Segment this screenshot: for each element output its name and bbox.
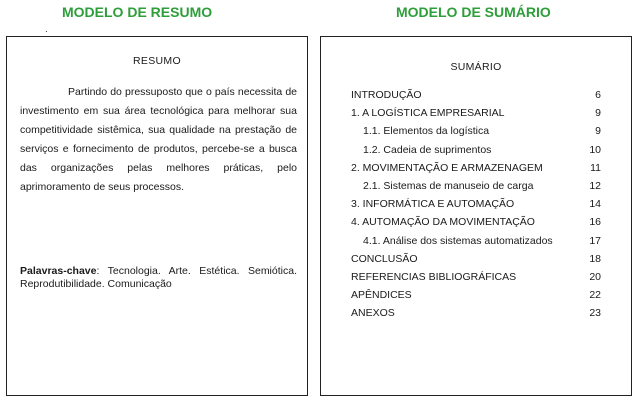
toc-entry-page-number: 9 bbox=[595, 125, 601, 138]
toc-entry bbox=[321, 89, 631, 107]
toc-entry-label: 2. MOVIMENTAÇÃO E ARMAZENAGEM bbox=[351, 161, 543, 174]
toc-entry-page-number: 6 bbox=[595, 89, 601, 101]
toc-entry-label: 1. A LOGÍSTICA EMPRESARIAL bbox=[351, 107, 505, 120]
toc-entry-page-number: 16 bbox=[589, 216, 601, 229]
resumo-model-heading: MODELO DE RESUMO bbox=[62, 4, 213, 20]
toc-entry bbox=[321, 271, 631, 289]
toc-entry-label: ANEXOS bbox=[351, 307, 395, 320]
toc-entry-label: 2.1. Sistemas de manuseio de carga bbox=[363, 179, 534, 192]
toc-entry-page-number: 18 bbox=[589, 252, 601, 265]
toc-entry bbox=[321, 289, 631, 307]
toc-entry-label: REFERENCIAS BIBLIOGRÁFICAS bbox=[351, 270, 517, 283]
resumo-body: Partindo do pressuposto que o país necessita de investimento em sua área tecnológica para melhorar sua competitividade sistêmica, sua qualidade na prestação de serviços e fornecimento de produtos, percebe-se a busca das organizações pelas melhores práticas, pelo aprimoramento de seus processos. bbox=[20, 86, 297, 193]
table-of-contents bbox=[321, 89, 631, 325]
toc-entry-label: CONCLUSÃO bbox=[351, 252, 418, 265]
toc-entry-page-number: 14 bbox=[589, 198, 601, 211]
sumario-title: SUMÁRIO bbox=[450, 61, 502, 73]
toc-entry-page-number: 20 bbox=[589, 270, 601, 283]
toc-entry bbox=[321, 198, 631, 216]
toc-entry-label: 4.1. Análise dos sistemas automatizados bbox=[363, 234, 553, 247]
toc-entry-label: 4. AUTOMAÇÃO DA MOVIMENTAÇÃO bbox=[351, 216, 535, 229]
toc-entry-label: INTRODUÇÃO bbox=[351, 89, 422, 101]
toc-entry-label: APÊNDICES bbox=[351, 289, 412, 302]
toc-entry bbox=[321, 180, 631, 198]
toc-entry-page-number: 22 bbox=[589, 289, 601, 302]
resumo-page bbox=[6, 36, 308, 396]
toc-entry bbox=[321, 125, 631, 143]
toc-entry bbox=[321, 253, 631, 271]
toc-entry-label: 1.2. Cadeia de suprimentos bbox=[363, 143, 492, 156]
keywords-label: Palavras-chave bbox=[20, 265, 97, 277]
toc-entry bbox=[321, 307, 631, 325]
toc-entry bbox=[321, 216, 631, 234]
sumario-page bbox=[320, 36, 632, 396]
stray-mark: . bbox=[45, 24, 48, 35]
keywords-text: : Tecnologia. Arte. Estética. Semiótica. Reprodutibilidade. Comunicação bbox=[20, 265, 297, 290]
toc-entry-page-number: 10 bbox=[589, 143, 601, 156]
resumo-title: RESUMO bbox=[133, 55, 181, 67]
toc-entry-page-number: 9 bbox=[595, 107, 601, 120]
sumario-model-heading: MODELO DE SUMÁRIO bbox=[396, 4, 551, 20]
toc-entry-label: 3. INFORMÁTICA E AUTOMAÇÃO bbox=[351, 198, 515, 211]
toc-entry-page-number: 12 bbox=[589, 179, 601, 192]
toc-entry bbox=[321, 144, 631, 162]
toc-entry bbox=[321, 162, 631, 180]
toc-entry-page-number: 17 bbox=[589, 234, 601, 247]
toc-entry-page-number: 23 bbox=[589, 307, 601, 320]
keywords-paragraph bbox=[20, 265, 297, 291]
toc-entry-page-number: 11 bbox=[590, 161, 601, 174]
toc-entry bbox=[321, 235, 631, 253]
toc-entry-label: 1.1. Elementos da logística bbox=[363, 125, 490, 138]
toc-entry bbox=[321, 107, 631, 125]
